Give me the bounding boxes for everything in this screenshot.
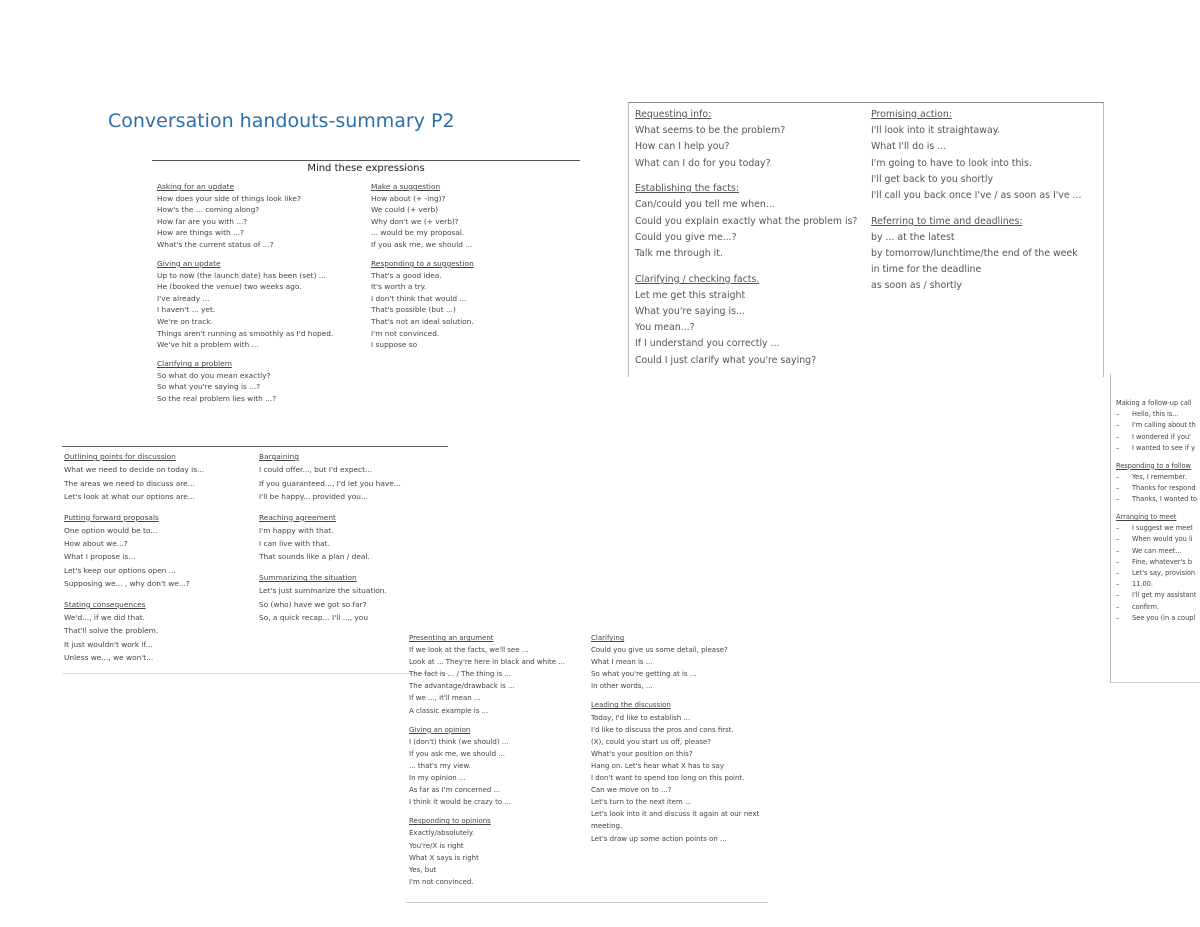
phrase-line: If you ask me, we should ... bbox=[371, 239, 473, 249]
phrase-line: ... that's my view. bbox=[409, 761, 471, 770]
panel2-left-column bbox=[635, 107, 869, 369]
dash-bullet: – bbox=[1116, 580, 1120, 589]
phrase-line: So the real problem lies with ...? bbox=[157, 393, 277, 403]
section-gap bbox=[409, 717, 589, 724]
phrase-line: I'll be happy... provided you... bbox=[259, 491, 368, 501]
section-heading: Arranging to meet bbox=[1116, 513, 1177, 522]
phrase-line bbox=[1116, 557, 1200, 568]
section-heading: Bargaining bbox=[259, 452, 299, 461]
phrase-line bbox=[1116, 472, 1200, 483]
phrase-line: We're on track. bbox=[157, 316, 213, 326]
dash-bullet: – bbox=[1116, 546, 1120, 555]
phrase-line bbox=[1116, 432, 1200, 443]
phrase-text: Fine, whatever's b bbox=[1132, 557, 1193, 566]
phrase-line: I'd like to discuss the pros and cons first. bbox=[591, 725, 734, 734]
phrase-line: meeting. bbox=[591, 822, 623, 831]
phrase-line: Let's turn to the next item ... bbox=[591, 798, 692, 807]
phrase-line: I could offer..., but I'd expect... bbox=[259, 465, 373, 475]
section-heading: Responding to opinions bbox=[409, 817, 491, 826]
phrase-line: I don't think that would ... bbox=[371, 293, 467, 303]
phrase-line: So (who) have we got so far? bbox=[259, 599, 367, 609]
phrase-line: by tomorrow/lunchtime/the end of the week bbox=[871, 248, 1078, 260]
phrase-line: It's worth a try. bbox=[371, 282, 427, 292]
section-heading: Establishing the facts: bbox=[635, 183, 739, 195]
section-heading: Outlining points for discussion bbox=[64, 452, 176, 461]
section-heading: Asking for an update bbox=[157, 182, 235, 191]
phrase-line: We've hit a problem with ... bbox=[157, 340, 259, 350]
phrase-line: Today, I'd like to establish ... bbox=[591, 713, 691, 722]
dash-bullet: – bbox=[1116, 602, 1120, 611]
section-gap bbox=[259, 503, 448, 510]
dash-bullet: – bbox=[1116, 524, 1120, 533]
section-heading: Presenting an argument bbox=[409, 634, 494, 642]
phrase-line bbox=[1116, 534, 1200, 545]
phrase-text: Thanks, I wanted to bbox=[1132, 495, 1198, 504]
section-gap bbox=[157, 251, 367, 258]
phrase-line: The areas we need to discuss are... bbox=[64, 478, 195, 488]
phrase-line bbox=[1116, 602, 1200, 613]
section-gap bbox=[591, 692, 768, 699]
phrase-text: Hello, this is... bbox=[1132, 410, 1179, 419]
phrase-line: That's possible (but ...) bbox=[371, 305, 456, 315]
negotiation-phrases-panel bbox=[62, 446, 448, 674]
section-heading: Clarifying / checking facts. bbox=[635, 273, 760, 285]
phrase-line: I don't want to spend too long on this point. bbox=[591, 774, 745, 783]
dash-bullet: – bbox=[1116, 443, 1120, 452]
phrase-line: Up to now (the launch date) has been (set) ... bbox=[157, 270, 326, 280]
phrase-line: If we ..., it'll mean ... bbox=[409, 694, 481, 703]
phrase-line: Unless we..., we won't... bbox=[64, 652, 154, 662]
phrase-line: What can I do for you today? bbox=[635, 157, 771, 169]
phrase-line: I'll get back to you shortly bbox=[871, 173, 994, 185]
discussion-phrases-panel bbox=[406, 630, 768, 903]
phrase-line: One option would be to... bbox=[64, 525, 158, 535]
customer-service-phrases-panel bbox=[628, 102, 1104, 377]
phrase-line: If you guaranteed..., I'd let you have... bbox=[259, 478, 401, 488]
dash-bullet: – bbox=[1116, 421, 1120, 430]
phrase-line: You're/X is right bbox=[409, 841, 464, 850]
dash-bullet: – bbox=[1116, 432, 1120, 441]
phrase-line: It just wouldn't work if... bbox=[64, 639, 153, 649]
phrase-text: Let's say, provision bbox=[1132, 569, 1196, 578]
dash-bullet: – bbox=[1116, 472, 1120, 481]
section-gap bbox=[635, 262, 869, 271]
phrase-line: I can live with that. bbox=[259, 539, 330, 549]
phrase-text: I'm calling about th bbox=[1132, 421, 1196, 430]
section-heading: Make a suggestion bbox=[371, 182, 441, 191]
phrase-line: What's the current status of ...? bbox=[157, 239, 274, 249]
phrase-line: I haven't ... yet. bbox=[157, 305, 216, 315]
phrase-line: Could you give us some detail, please? bbox=[591, 646, 728, 655]
phrase-line: The advantage/drawback is ... bbox=[409, 682, 515, 691]
section-heading: Giving an update bbox=[157, 258, 221, 268]
phrase-line bbox=[1116, 409, 1200, 420]
phrase-line: So what you're getting at is ... bbox=[591, 670, 697, 679]
panel1-left-column bbox=[157, 181, 367, 404]
phrase-line: He (booked the venue) two weeks ago. bbox=[157, 282, 302, 292]
panel3-right-column bbox=[259, 450, 448, 624]
panel5-column bbox=[1116, 398, 1200, 624]
phrase-line: How far are you with ...? bbox=[157, 216, 248, 226]
phrase-line: I'm not convinced. bbox=[409, 877, 474, 886]
phrase-line: That's not an ideal solution. bbox=[371, 316, 474, 326]
phrase-line: If I understand you correctly ... bbox=[635, 338, 780, 350]
panel3-left-column bbox=[64, 450, 258, 664]
phrase-line: Why don't we (+ verb)? bbox=[371, 216, 459, 226]
phrase-text: 11.00. bbox=[1132, 580, 1153, 589]
phrase-line: That'll solve the problem. bbox=[64, 626, 159, 636]
phrase-text: Thanks for respond bbox=[1132, 484, 1196, 493]
phrase-line: What X says is right bbox=[409, 853, 479, 862]
phrase-line: Could you explain exactly what the problem is? bbox=[635, 215, 858, 227]
section-gap bbox=[409, 808, 589, 815]
section-gap bbox=[64, 503, 258, 510]
phrase-line: Talk me through it. bbox=[635, 248, 723, 260]
phrase-line: Supposing we... , why don't we...? bbox=[64, 579, 190, 589]
dash-bullet: – bbox=[1116, 410, 1120, 419]
phrase-line: Can/could you tell me when... bbox=[635, 199, 775, 211]
phrase-text: I wondered if you' bbox=[1132, 432, 1191, 441]
section-gap bbox=[259, 564, 448, 571]
phrase-line: Let's keep our options open ... bbox=[64, 565, 176, 575]
phrase-line: Can we move on to ...? bbox=[591, 786, 672, 795]
phrase-line: Let's look at what our options are... bbox=[64, 491, 195, 501]
phrase-line: We could (+ verb) bbox=[371, 205, 439, 215]
section-gap bbox=[371, 251, 580, 258]
phrase-line: If we look at the facts, we'll see ... bbox=[409, 646, 529, 655]
section-heading: Giving an opinion bbox=[409, 725, 471, 734]
phrase-line: As far as I'm concerned ... bbox=[409, 786, 501, 795]
phrase-line: I'm happy with that. bbox=[259, 525, 334, 535]
phrase-line bbox=[1116, 546, 1200, 557]
phrase-line: in time for the deadline bbox=[871, 264, 982, 276]
phrase-line: The fact is ... / The thing is ... bbox=[409, 670, 512, 679]
phrase-line: What I propose is... bbox=[64, 552, 136, 562]
section-heading: Putting forward proposals bbox=[64, 512, 159, 522]
phrase-line: How about we...? bbox=[64, 539, 128, 549]
phrase-text: I'll get my assistant bbox=[1132, 591, 1197, 600]
phrase-line: by ... at the latest bbox=[871, 231, 955, 243]
phrase-line: Things aren't running as smoothly as I'd hoped. bbox=[157, 328, 334, 338]
phrase-line: Exactly/absolutely. bbox=[409, 829, 475, 838]
section-heading: Responding to a suggestion bbox=[371, 258, 474, 268]
follow-up-call-panel bbox=[1110, 374, 1200, 683]
section-heading: Referring to time and deadlines: bbox=[871, 215, 1023, 227]
phrase-line: How are things with ...? bbox=[157, 228, 244, 238]
phrase-line: Let's draw up some action points on ... bbox=[591, 834, 727, 843]
section-gap bbox=[1116, 454, 1200, 461]
section-gap bbox=[64, 590, 258, 597]
panel1-right-column bbox=[371, 181, 580, 351]
phrase-text: I suggest we meet bbox=[1132, 524, 1193, 533]
phrase-line: I think it would be crazy to ... bbox=[409, 798, 512, 807]
phrase-line: I'm going to have to look into this. bbox=[871, 157, 1032, 169]
panel4-right-column bbox=[591, 632, 768, 845]
phrase-line bbox=[1116, 568, 1200, 579]
phrase-line bbox=[1116, 590, 1200, 601]
phrase-line: So what do you mean exactly? bbox=[157, 370, 271, 380]
phrase-line: Could I just clarify what you're saying? bbox=[635, 354, 817, 366]
phrase-line: That's a good idea. bbox=[371, 270, 442, 280]
mind-these-expressions-panel bbox=[152, 160, 580, 411]
phrase-line: I'm not convinced. bbox=[371, 328, 440, 338]
section-heading: Summarizing the situation bbox=[259, 573, 357, 583]
phrase-line: So what you're saying is ...? bbox=[157, 382, 261, 392]
phrase-line: In other words, ... bbox=[591, 682, 653, 691]
phrase-line: ... would be my proposal. bbox=[371, 228, 465, 238]
section-gap bbox=[157, 351, 367, 358]
phrase-line: A classic example is ... bbox=[409, 706, 489, 715]
phrase-line bbox=[1116, 579, 1200, 590]
dash-bullet: – bbox=[1116, 495, 1120, 504]
phrase-line: How's the ... coming along? bbox=[157, 205, 260, 215]
section-gap bbox=[871, 204, 1104, 213]
section-heading: Stating consequences bbox=[64, 599, 146, 609]
panel-title: Mind these expressions bbox=[307, 163, 425, 174]
section-gap bbox=[1116, 505, 1200, 512]
phrase-line bbox=[1116, 494, 1200, 505]
phrase-line: What we need to decide on today is... bbox=[64, 465, 205, 475]
phrase-line: We'd..., if we did that. bbox=[64, 613, 145, 623]
phrase-line: as soon as / shortly bbox=[871, 280, 962, 292]
section-heading: Clarifying a problem bbox=[157, 359, 232, 369]
phrase-line: I suppose so bbox=[371, 340, 418, 350]
phrase-line: Could you give me...? bbox=[635, 231, 737, 243]
phrase-line: Yes, but bbox=[409, 865, 437, 874]
phrase-text: I wanted to see if y bbox=[1132, 443, 1196, 452]
phrase-text: Yes, I remember. bbox=[1132, 472, 1187, 481]
phrase-line bbox=[1116, 443, 1200, 454]
phrase-line: If you ask me, we should ... bbox=[409, 749, 505, 758]
dash-bullet: – bbox=[1116, 569, 1120, 578]
phrase-line: I've already ... bbox=[157, 293, 210, 303]
dash-bullet: – bbox=[1116, 613, 1120, 622]
phrase-text: We can meet... bbox=[1132, 546, 1182, 555]
section-heading: Leading the discussion bbox=[591, 701, 671, 710]
phrase-text: When would you li bbox=[1132, 535, 1193, 544]
phrase-line: So, a quick recap... I'll ..., you bbox=[259, 613, 369, 623]
phrase-line: In my opinion ... bbox=[409, 774, 466, 783]
phrase-line: What seems to be the problem? bbox=[635, 125, 786, 137]
phrase-line: What I'll do is ... bbox=[871, 141, 947, 153]
phrase-line: Look at ... They're here in black and white ... bbox=[409, 658, 565, 667]
phrase-line: Let's look into it and discuss it again at our next bbox=[591, 810, 760, 819]
section-heading: Clarifying bbox=[591, 634, 625, 642]
section-heading: Reaching agreement bbox=[259, 512, 336, 522]
dash-bullet: – bbox=[1116, 484, 1120, 493]
phrase-line: How can I help you? bbox=[635, 141, 730, 153]
section-heading: Promising action: bbox=[871, 109, 952, 120]
phrase-line: (X), could you start us off, please? bbox=[591, 737, 712, 746]
phrase-line: What's your position on this? bbox=[591, 749, 693, 758]
phrase-line: What I mean is ... bbox=[591, 658, 653, 667]
phrase-line: Hang on. Let's hear what X has to say bbox=[591, 761, 724, 770]
phrase-text: See you (in a coupl bbox=[1132, 613, 1196, 622]
phrase-text: confirm. bbox=[1132, 602, 1160, 611]
phrase-line: I'll look into it straightaway. bbox=[871, 125, 1000, 137]
dash-bullet: – bbox=[1116, 535, 1120, 544]
panel2-right-column bbox=[871, 107, 1104, 295]
section-heading: Making a follow-up call bbox=[1116, 399, 1192, 407]
phrase-line bbox=[1116, 420, 1200, 431]
section-heading: Requesting info: bbox=[635, 109, 712, 120]
phrase-line: Let's just summarize the situation. bbox=[259, 586, 387, 596]
phrase-line bbox=[1116, 483, 1200, 494]
phrase-line: How about (+ -ing)? bbox=[371, 193, 446, 203]
phrase-line: Let me get this straight bbox=[635, 289, 746, 301]
dash-bullet: – bbox=[1116, 557, 1120, 566]
phrase-line: You mean...? bbox=[635, 322, 695, 334]
phrase-line: I'll call you back once I've / as soon as I've ... bbox=[871, 190, 1082, 202]
section-heading: Responding to a follow bbox=[1116, 461, 1191, 470]
phrase-line bbox=[1116, 523, 1200, 534]
phrase-line bbox=[1116, 613, 1200, 624]
phrase-line: How does your side of things look like? bbox=[157, 193, 301, 203]
section-gap bbox=[635, 172, 869, 181]
dash-bullet: – bbox=[1116, 591, 1120, 600]
panel4-left-column bbox=[409, 632, 589, 888]
page-title: Conversation handouts-summary P2 bbox=[108, 110, 455, 132]
phrase-line: What you're saying is... bbox=[635, 306, 745, 318]
phrase-line: I (don't) think (we should) ... bbox=[409, 737, 509, 746]
phrase-line: That sounds like a plan / deal. bbox=[259, 552, 370, 562]
